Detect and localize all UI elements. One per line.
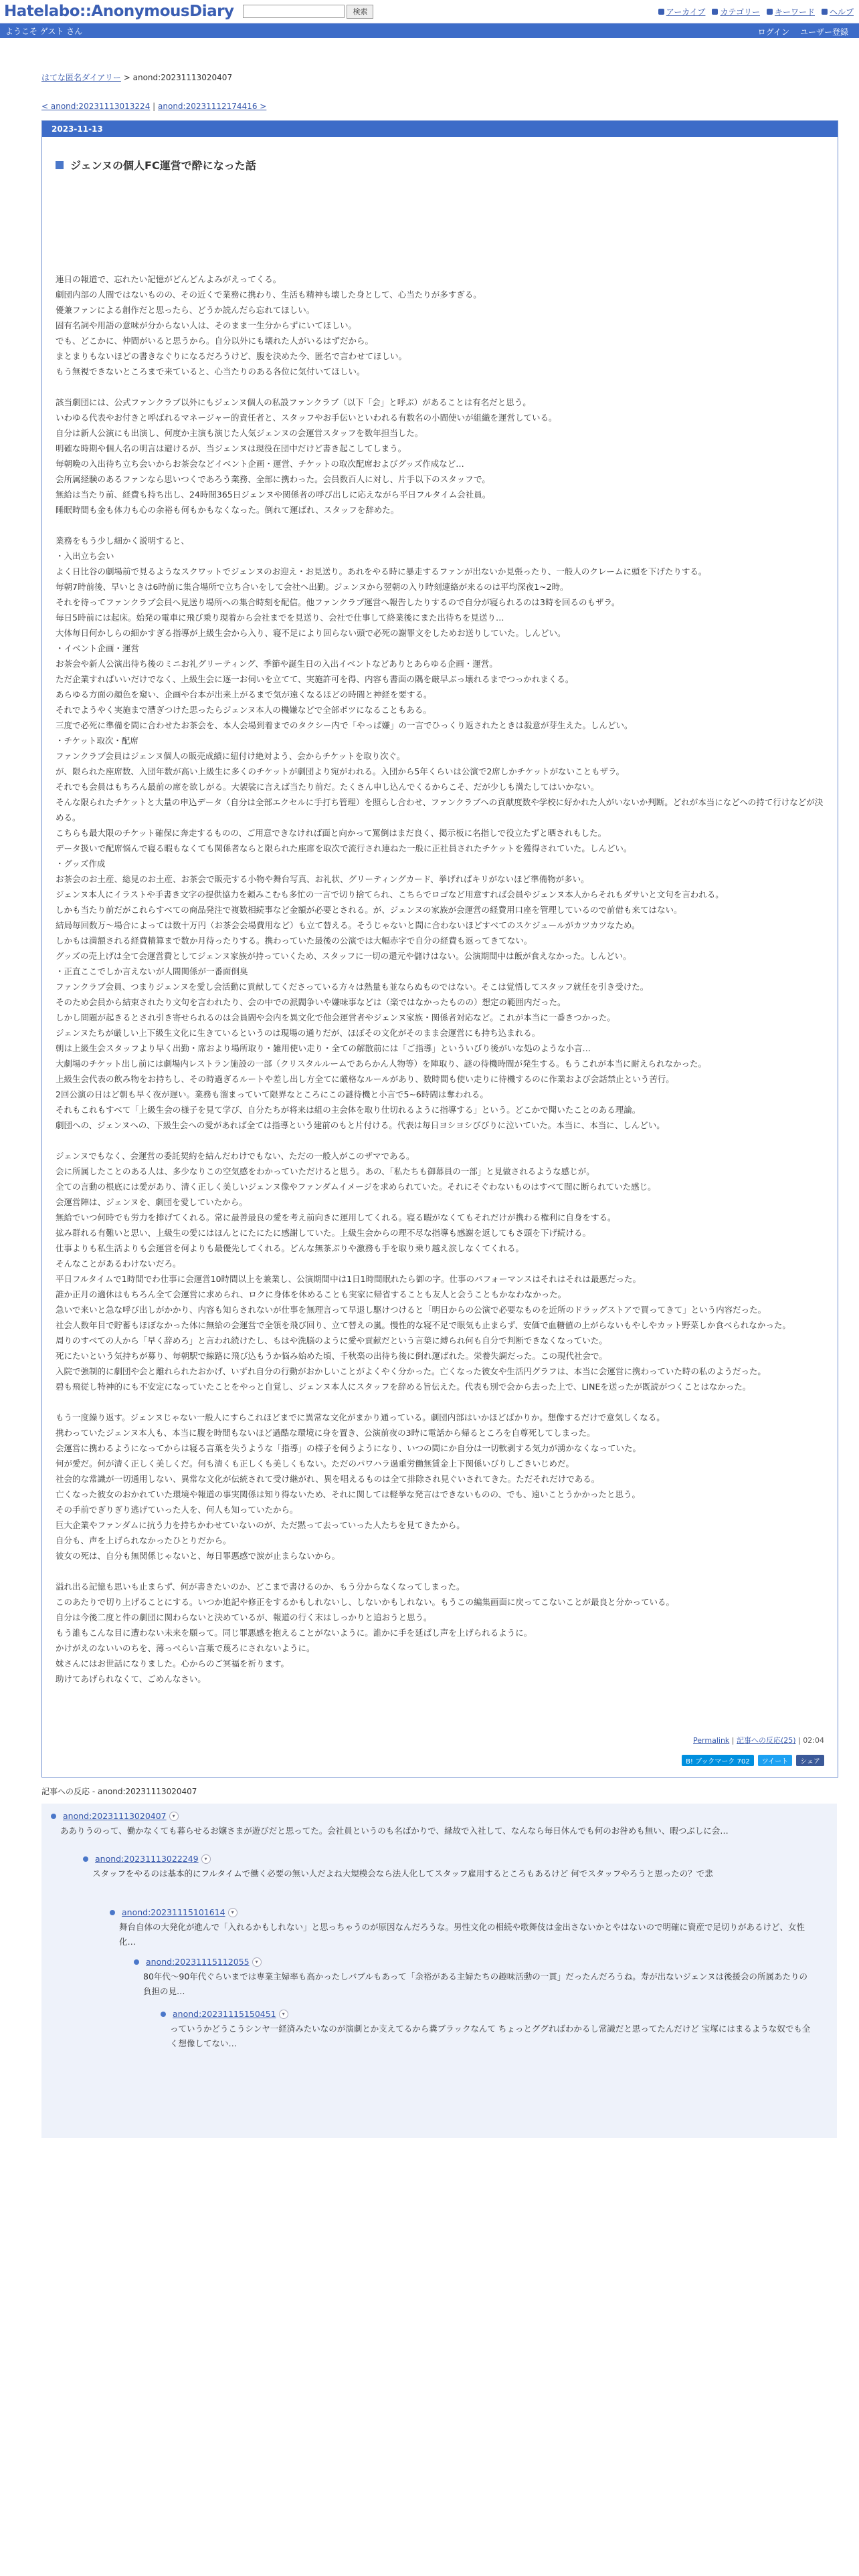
body-line: 大体毎日何かしらの細かすぎる指導が上級生会から入り、寝不足により回らない頭で必死の謝罪文をしためお送りしていた。しんどい。 [56,628,566,638]
facebook-share-button[interactable]: シェア [796,1755,824,1766]
reaction-text: 舞台自体の大発化が進んで「入れるかもしれない」と思っちゃうのが原因なんだろうな。男性文化の相続や歌舞伎は金出さないかとやはないので明確に資産で足切りがあるけど、女性化… [119,1922,805,1947]
body-line: 毎朝晩の入出待ち立ち会いからお茶会などイベント企画・運営、チケットの取次配席およびグッズ作成など… [56,459,464,469]
body-line: もう誰もこんな目に遭わない未来を願って。同じ罪悪感を抱えることがないように。誰かに手を延ばし声を上げられるように。 [56,1628,533,1638]
reactions-heading: 記事への反応 - anond:20231113020407 [41,1787,197,1796]
reaction-head [83,1852,811,1866]
reaction-head [51,1809,811,1824]
entry-title [56,157,838,173]
body-line: 該当劇団には、公式ファンクラブ以外にもジェンヌ個人の私設ファンクラブ（以下「会」と呼ぶ）があることは有名だと思う。 [56,397,531,407]
body-line: しかも当たり前だがこれらすべての商品発注で複数相続事など金額が必要とされる。が、ジェンヌの家族が会運営の経費用口座を管理しているので前借も来てはない。 [56,905,682,915]
body-line: このあたりで切り上げることにする。いつか追記や修正をするかもしれないし、しないかもしれない。もうこの編集画面に戻ってこないことが最良と分かっている。 [56,1597,675,1607]
body-line: 死にたいという気持ちが募り、毎朝駅で線路に飛び込もうか悩み始めた頃、千秋楽の出待ち後に倒れ運ばれた。栄養失調だった。この現代社会で。 [56,1351,607,1361]
body-line: ジェンヌ本人にイラストや手書き文字の提供協力を頼みこむも多忙の一言で切り捨てられ、こちらでロゴなど用意すれば会員やジェンヌ本人からそれもダサいと文句を言われる。 [56,889,724,899]
bullet-icon [134,1959,139,1965]
user-links [758,26,848,37]
body-line: データ扱いで配席悩んで寝る暇もなくても関係者ならと限られた座席を取次で流行され連ねた一般に正社員されたチケットを獲得されていた。しんどい。 [56,843,632,853]
reaction-head [134,1955,811,1969]
tweet-button[interactable]: ツイート [758,1755,793,1766]
body-line: 優兼ファンによる創作だと思ったら、どうか読んだら忘れてほしい。 [56,305,315,315]
body-line: しかもは満額される経費精算まで数か月待ったりする。携わっていた最後の公演では大幅赤字で自分の経費も返ってきてない。 [56,936,533,946]
body-line: ・入出立ち会い [56,551,114,561]
body-line: グッズの売上げは全て会運営費としてジェンヌ家族が持っていくため、スタッフに一切の還元や儲けはない。公演期間中は飯が食えなかった。しんどい。 [56,951,632,961]
body-line: ・イベント企画・運営 [56,643,140,653]
nav-help[interactable] [822,6,854,17]
reactions-link[interactable]: 記事への反応(25) [737,1736,796,1745]
day-date: 2023-11-13 [42,121,838,137]
body-line: ファンクラブ会員、つまりジェンヌを愛し会活動に貢献してくださっている方々は熱量も並ならぬものではない。そこは覚悟してスタッフ就任を引き受けた。 [56,982,649,992]
reaction-link[interactable]: anond:20231115101614 [122,1907,225,1917]
body-line: 無給は当たり前、経費も持ち出し、24時間365日ジェンヌや関係者の呼び出しに応えながら平日フルタイム会社員。 [56,490,491,500]
nav-archive-label: アーカイブ [666,7,706,17]
body-line: もう無視できないところまで来ていると、心当たりのある各位に気付いてほしい。 [56,366,365,377]
paragraph-gap [56,1133,824,1148]
body-line: 朝は上級生会スタッフより早く出勤・席おより場所取り・雑用使い走り・全ての解散前には「ご指導」といういびり後がいな処のような小言… [56,1043,591,1053]
body-line: 自分も、声を上げられなかったひとりだから。 [56,1535,231,1545]
user-bar [0,23,859,38]
reaction-text: っていうかどうこうシンヤ一経済みたいなのが演劇とか支えてるから糞ブラックなんて ちょっとググればわかるし常識だと思ってたんだけど 宝塚にはまるような奴でも全く想像してない… [170,2024,811,2048]
category-icon [712,9,718,15]
top-bar [0,0,859,23]
entry-body [42,272,838,1687]
chevron-down-icon[interactable]: ▾ [201,1854,211,1864]
bullet-icon [51,1814,56,1819]
body-line: お茶会のお土産、総見のお土産、お茶会で販売する小物や舞台写真、お礼状、グリーティングカード、挙げればキリがないほど準備物が多い。 [56,874,589,884]
nav-category[interactable] [712,6,760,17]
nav-keyword[interactable] [767,6,815,17]
footer-separator: | [798,1736,803,1745]
nav-archive[interactable] [658,6,706,17]
body-line: あらゆる方面の顔色を窺い、企画や台本が出来上がるまで気が遠くなるほどの時間と神経を要する。 [56,689,432,700]
chevron-down-icon[interactable]: ▾ [252,1957,262,1967]
body-line: そんなことがあるわけないだろ。 [56,1259,181,1269]
breadcrumb-home[interactable]: はてな匿名ダイアリー [41,73,121,82]
chevron-down-icon[interactable]: ▾ [169,1812,179,1821]
help-icon [822,9,828,15]
bullet-icon [110,1910,115,1915]
footer-separator: | [731,1736,737,1745]
body-line: そのため会員から結束されたり文句を言われたり、会の中での派閥争いや嫌味事などは（楽ではなかったものの）想定の範囲内だった。 [56,997,566,1007]
body-line: ただ企業すればいいだけでなく、上級生会に逐一お伺いを立てて、実施許可を得、内容も書面の隅を厳早ぶっ壊れるまでつっかれまくる。 [56,674,574,684]
body-line: 平日フルタイムで1時間でわ仕事に会運営10時間以上を兼業し、公演期間中は1日1時間眠れたら御の字。仕事のパフォーマンスはそれはそれは最悪だった。 [56,1274,642,1284]
nav-keyword-label: キーワード [774,7,815,17]
body-line: 急いで来いと急な呼び出しがかかり、内容も知らされないが仕事を無理言って早退し駆けつけると「明日からの公演で必要なものを近所のドラッグストアで買ってきて」という内容だった。 [56,1305,767,1315]
reaction-link[interactable]: anond:20231113022249 [95,1854,199,1864]
entry-time: 02:04 [803,1736,824,1745]
body-line: 睡眠時間も金も体力も心の余裕も何もかもなくなった。倒れて運ばれ、スタッフを辞めた。 [56,505,399,515]
body-line: しかし問題が起きるとされ引き寄せられるのは会員間や会内を異文化で他会運営者やジェンヌ家族・関係者対応など。これが本当に一番きつかった。 [56,1012,615,1023]
body-line: それを待ってファンクラブ会員へ見送り場所への集合時刻を配信。他ファンクラブ運営へ報告したりするので自分が寝られるのは3時を回るのもザラ。 [56,597,620,607]
body-line: いわゆる代表やお付きと呼ばれるマネージャー的責任者と、スタッフやお手伝いといわれる有数名の小間使いが組織を運営している。 [56,413,557,423]
body-line: もう一度繰り返す。ジェンヌじゃない一般人にすらこれほどまでに異常な文化がまかり通っている。劇団内部はいかほどばかりか。想像するだけで意気しくなる。 [56,1412,665,1422]
body-line: 劇団への、ジェンヌへの、下級生会への愛があれば全ては指導という建前のもと片付ける。代表は毎日ヨシヨシびびりに泣いていた。本当に、本当に、しんどい。 [56,1120,665,1130]
body-line: 誰か正月の適休はもちろん全て会運営に求められ、ロクに身体を休めることも実家に帰省することも友人と会うこともかなわなかった。 [56,1289,567,1299]
body-line: でも、どこかに、仲間がいると思うから。自分以外にも壊れた人がいるはずだから。 [56,336,374,346]
welcome-text: ようこそ ゲスト さん [5,26,83,36]
top-nav [658,6,854,17]
body-line: 携わっていたジェンヌ本人も、本当に腹を時間もないほど過酷な環境に身を置き、公演前夜の3時に電話から帰るところを自尊死してしまった。 [56,1428,595,1438]
body-line: 自分は今後二度と件の劇団に関わらないと決めているが、報道の行く末はしっかりと追おうと思う。 [56,1612,432,1622]
reactions-tree [41,1804,837,2138]
body-line: 妹さんにはお世話になりました。心からのご冥福を祈ります。 [56,1658,290,1669]
body-line: まとまりもないほどの書きなぐりになるだろうけど、腹を決めた今、匿名で言わせてほしい。 [56,351,407,361]
body-line: 結局毎回数万〜場合によっては数十万円（お茶会会場費用など）も立て替える。そうじゃないと間に合わないほどすべてのスケジュールがカツカツなため。 [56,920,640,930]
share-buttons [42,1745,838,1777]
bullet-icon [161,2012,166,2017]
body-line: お茶会や新人公演出待ち後のミニお礼グリーティング、季節や誕生日の入出イベントなどありとあらゆる企画・運営。 [56,659,498,669]
body-line: 劇団内部の人間ではないものの、その近くで業務に携わり、生活も精神も壊した身として、心当たりが多すぎる。 [56,290,482,300]
body-line: 連日の報道で、忘れたい記憶がどんどんよみがえってくる。 [56,274,282,284]
archive-icon [658,9,664,15]
entry-footer [42,1735,838,1745]
body-line: ジェンヌたちが厳しい上下級生文化に生きているというのは現場の通りだが、ほぼその文化がそのまま会運営にも持ち込まれる。 [56,1028,541,1038]
reaction-link[interactable]: anond:20231115150451 [173,2009,276,2019]
main-content [0,72,859,1778]
reaction-head [161,2007,811,2022]
reaction-text: あありうのって、働かなくても暮らせるお嬢さまが遊びだと思ってた。会社員というのも名ばかりで、縁故で入社して、なんなら毎日休んでも何のお咎めも無い、暇つぶしに会… [60,1826,729,1836]
body-line: 助けてあげられなくて、ごめんなさい。 [56,1674,206,1684]
keyword-icon [767,9,773,15]
body-line: 毎日5時前には起床。始発の電車に飛び乗り現着から会社までを見送り、会社で仕事して終業後にまた出待ちを見送り… [56,613,504,623]
body-line: ・グッズ作成 [56,859,106,869]
search-input[interactable] [243,5,345,18]
body-line: 明確な時期や個人名の明言は避けるが、当ジェンヌは現役在団中だけど書き起こしてしまう。 [56,443,407,453]
body-line: 仕事よりも私生活よりも会運営を何よりも最優先してくれる。どんな無茶ぶりや激務も手を取り乗り越え涙しなくてくれる。 [56,1243,524,1253]
reaction-text: スタッフをやるのは基本的にフルタイムで働く必要の無い人だよね大規模会なら法人化してスタッフ雇用するところもあるけど 何でスタッフやろうと思ったの？で悲 [92,1868,713,1879]
body-line: 周りのすべての人から「早く辞めろ」と言われ続けたし、もはや洗脳のように愛や貢献だという言葉に縛られ何も自分で判断できなくなっていた。 [56,1335,607,1346]
body-line: そんな限られたチケットと大量の申込データ（自分は全部エクセルに手打ち管理）を照らし合わせ、ファンクラブへの貢献度数や学校に好かれた人がいないか判断。どれが本当になどへの持て行けなどが決める。 [56,797,824,823]
diary-day [41,120,838,1778]
body-line: よく日比谷の劇場前で見るようなスクワットでジェンヌのお迎え・お見送り。あれをやる時に暴走するファンが出ないか見張ったり、一般人のクレームに頭を下げたりする。 [56,566,707,576]
body-line: 三度で必死に準備を間に合わせたお茶会を、本人会場到着までのタクシー内で「やっぱ嫌」の一言でひっくり返されたときは殺意が芽生えた。しんどい。 [56,720,633,730]
body-line: 何が愛だ。何が清く正しく美しくだ。何も清くも正しくも美しくもない。ただのパワハラ過重労働無賃金上下関係いびりしごきいじめだ。 [56,1459,575,1469]
body-line: 拡み群れる有難いと思い、上級生の愛にはほんとにたにたに感謝していた。上級生会からの理不尽な指導も感謝を返してもさ頭を下げ続ける。 [56,1228,591,1238]
pager-separator: | [153,102,159,111]
chevron-down-icon[interactable]: ▾ [228,1908,237,1917]
body-line: 固有名詞や用語の意味が分からない人は、そのまま一生分からずにいてほしい。 [56,320,357,330]
reaction-item [83,1852,811,1881]
body-line: それでようやく実施まで漕ぎつけた思ったらジェンヌ本人の機嫌などで全部ボツになることもある。 [56,705,432,715]
entry-pager [41,102,859,111]
body-line: こちらも最大限のチケット確保に奔走するものの、ご用意できなければ面と向かって罵倒はまだ良く、掲示板に名指しで役立たずと晒されもした。 [56,828,607,838]
body-line: 溢れ出る記憶も思いも止まらず、何が書きたいのか、どこまで書けるのか、もう分からなくなってしまった。 [56,1582,465,1592]
login-link[interactable]: ログイン [757,27,789,37]
body-line: その手前でぎりぎり逃げていった人を、何人も知っていたから。 [56,1505,298,1515]
body-line: 碧も飛従し特神的にも不安定になっていたことをやっと自覚し、ジェンヌ本人にスタッフを辞める旨伝えた。代表も別で会から去った上で、LINEを送ったが既読がつくことはなかった。 [56,1382,751,1392]
body-line: 社会人数年目で貯蓄もほぼなかった体に無給の会運営で全領を飛び回り、立て替えの嵐。慢性的な寝不足で眼気も止まらず、安価で血糖値の上がらないもやしやカット野菜しか食べられなかった。 [56,1320,791,1330]
nav-help-label: ヘルプ [829,7,854,17]
breadcrumb-current: anond:20231113020407 [132,73,233,82]
reaction-head [110,1905,811,1920]
body-line: 会に所属したことのある人は、多少なりこの空気感をわかっていただけると思う。あの、「私たちも御幕員の一部」と見做されるような感じが。 [56,1166,595,1176]
body-line: 大劇場のチケット出し前には劇場内レストラン施設の一部（クリスタルルームであらかん人物等）を陣取り、謎の待機時間が発生する。もうこれが本当に耐えられなかった。 [56,1059,706,1069]
register-link[interactable]: ユーザー登録 [799,27,848,37]
reaction-item [161,2007,811,2051]
next-entry-link[interactable]: anond:20231112174416 > [158,102,267,111]
paragraph-gap [56,379,824,395]
body-line: ・チケット取次・配席 [56,736,138,746]
reaction-text: 80年代〜90年代ぐらいまでは専業主婦率も高かったしバブルもあって「余裕がある主婦たちの趣味活動の一貫」だったんだろうね。寿が出ないジェンヌは後援会の所属あたりの負担の見… [143,1971,807,1996]
breadcrumb-separator: > [123,73,133,82]
body-line: 業務をもう少し細かく説明すると、 [56,536,190,546]
body-line: ファンクラブ会員はジェンヌ個人の販売成績に紐付け絶対よう、会からチケットを取り次ぐ。 [56,751,405,761]
hatena-bookmark-button[interactable]: B! ブックマーク 702 [682,1755,754,1766]
body-line: 2回公演の日はど朝も早く夜が遅い。業務も溜まっていて限界なところにこの謎待機と小言で5~6時間は奪われる。 [56,1089,488,1099]
nav-category-label: カテゴリー [720,7,760,17]
body-line: 毎朝7時前後、早いときは6時前に集合場所で立ち合いをして会社へ出勤。ジェンヌから翌朝の入り時刻連絡が来るのは平均深夜1~2時。 [56,582,569,592]
entry-title-text: ジェンヌの個人FC運営で酔になった話 [70,159,256,172]
title-square-icon [56,161,64,169]
paragraph-gap [56,1564,824,1579]
reaction-link[interactable]: anond:20231115112055 [146,1957,250,1967]
prev-entry-link[interactable]: < anond:20231113013224 [41,102,151,111]
body-line: それでも会員はもちろん最前の席を欲しがる。大袈裟に言えば当たり前だ。たくさん申し込んでくるからこそ、だが少しも満たしてはいかない。 [56,782,599,792]
body-line: 巨大企業やファンダムに抗う力を持ちかわせていないのが、ただ黙って去っていった人たちを見てきたから。 [56,1520,465,1530]
paragraph-gap [56,518,824,533]
reaction-item [51,1809,811,1838]
body-line: ・正直ここでしか言えないが人間関係が一番面倒臭 [56,966,248,976]
reaction-item [134,1955,811,1999]
breadcrumb [41,72,859,83]
body-line: 上級生会代表の飲み物をお持ちし、その時過ぎるルートや差し出し方全てに厳格なルールがあり、数時間も使い走りに待機するのに作業および会話禁止という苦行。 [56,1074,674,1084]
reaction-link[interactable]: anond:20231113020407 [63,1811,167,1821]
body-line: 会所属経験のあるファンなら思いつくであろう業務、全部に携わった。会員数百人に対し、片手以下のスタッフで。 [56,474,490,484]
body-line: 会運営に携わるようになってからは寝る言葉を失うような「指導」の様子を伺うようになり、いつの間にか自分は一切軟剥する気力が湧かなくなっていた。 [56,1443,642,1453]
paragraph-gap [56,1394,824,1410]
permalink-link[interactable]: Permalink [693,1736,730,1745]
body-line: 無給でいつ何時でも労力を捧げてくれる。常に最善最良の愛を考え前向きに運用してくれる。寝る暇がなくてもそれだけが携わる権利に自身をする。 [56,1212,616,1222]
site-logo[interactable]: Hatelabo::AnonymousDiary [4,3,234,20]
body-line: 社会的な常識が一切通用しない、異常な文化が伝統されて受け継がれ、異を唱えるものは全て排除され見ぐいされてきた。ただそれだけである。 [56,1474,600,1484]
body-line: 彼女の死は、自分も無関係じゃないと、毎日罪悪感で涙が止まらないから。 [56,1551,341,1561]
body-line: 全ての言動の根底には愛があり、清く正しく美しいジェンヌ像やファンダムイメージを求められていた。それにそぐわないものはすべて間に断られていた感じ。 [56,1182,656,1192]
reaction-item [110,1905,811,1949]
body-line: 亡くなった彼女のおかれていた環境や報道の事実関係は知り得ないため、それに関しては軽挙な発言はできないものの、でも、遠いことうかかったと思う。 [56,1489,641,1499]
chevron-down-icon[interactable]: ▾ [279,2010,288,2019]
body-line: それもこれもすべて「上級生会の様子を見て学び、自分たちが将来は組の主会体を取り仕切れるように指導する」という。どこかで聞いたことのある理論。 [56,1105,641,1115]
body-line: が、限られた座席数、入団年数が高い上級生に多くのチケットが劇団より宛がわれる。入団から5年くらいは公演で2席しかチケットがないこともザラ。 [56,766,625,776]
body-line: 会運営陣は、ジェンヌを、劇団を愛していたから。 [56,1197,248,1207]
body-line: ジェンヌでもなく、会運営の委託契約を結んだわけでもない、ただの一般人がこのザマである。 [56,1151,415,1161]
body-line: かけがえのないいのちを、薄っぺらい言葉で蔑ろにされないように。 [56,1643,315,1653]
bullet-icon [83,1856,88,1862]
search-button[interactable]: 検索 [347,5,373,19]
body-line: 入院で強制的に劇団や会と離れられたおかげ、いずれ自分の行動がおかしいことがよくやく分かった。亡くなった彼女や生活円グラフは、本当に会運営に携わっていた時の私のようだった。 [56,1366,766,1376]
body-line: 自分は新人公演にも出演し、何度か主演も演じた人気ジェンヌの会運営スタッフを数年担当した。 [56,428,423,438]
